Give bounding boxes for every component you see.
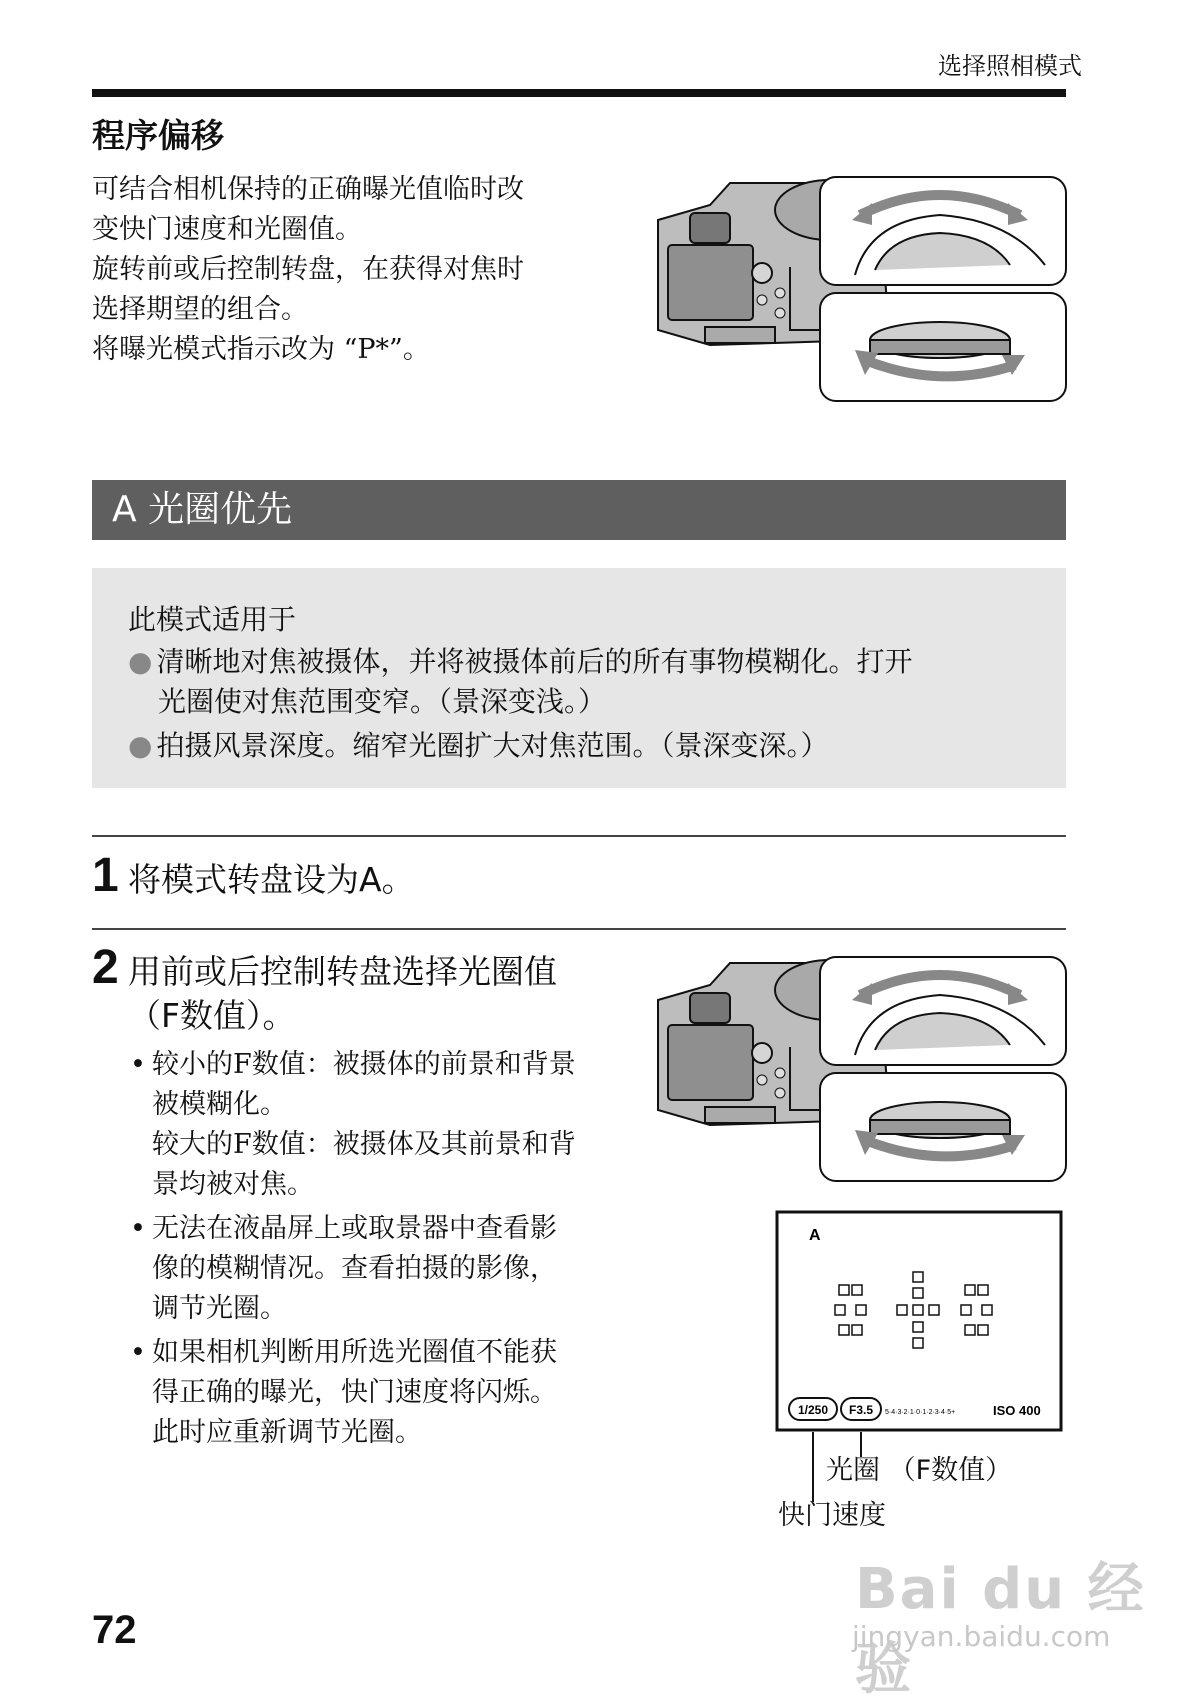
- bullet-dot: •: [130, 1213, 146, 1244]
- divider: [92, 928, 1066, 930]
- step-text-line: （F数值）。: [128, 996, 296, 1035]
- program-shift-line: 可结合相机保持的正确曝光值临时改: [92, 174, 524, 205]
- aperture-label: 光圈 （F数值）: [826, 1455, 1013, 1486]
- rear-dial-callout: [820, 1073, 1066, 1181]
- suitable-item-line: 清晰地对焦被摄体，并将被摄体前后的所有事物模糊化。打开: [156, 645, 913, 678]
- bullet-line: 像的模糊情况。查看拍摄的影像，: [152, 1253, 557, 1284]
- section-banner: A 光圈优先: [92, 480, 1066, 540]
- camera-dial-illustration-1: [650, 175, 1070, 405]
- bullet-dot: •: [130, 1049, 146, 1080]
- step-number: 1: [92, 849, 119, 902]
- suitable-item-line: 光圈使对焦范围变窄。（景深变浅。）: [158, 685, 607, 718]
- suitable-item: [128, 642, 1048, 722]
- camera-dial-illustration-2: [650, 955, 1070, 1185]
- rear-dial-callout: [820, 293, 1066, 401]
- bullet-icon: ●: [128, 729, 153, 762]
- page-number: 72: [92, 1608, 137, 1652]
- shutter-speed-label: 快门速度: [778, 1500, 886, 1531]
- watermark-url: jingyan.baidu.com: [852, 1620, 1111, 1653]
- bullet-item: [130, 1209, 640, 1329]
- front-dial-callout: [820, 177, 1066, 285]
- suitable-for-title: 此模式适用于: [128, 603, 297, 636]
- bullet-line: 调节光圈。: [152, 1293, 287, 1324]
- bullet-line: 景均被对焦。: [152, 1169, 314, 1200]
- lcd-display-diagram: [775, 1210, 1065, 1440]
- front-dial-callout: [820, 957, 1066, 1065]
- iso-value: ISO 400: [993, 1403, 1041, 1418]
- divider: [92, 835, 1066, 837]
- bullet-item: [130, 1333, 640, 1453]
- program-shift-heading: 程序偏移: [92, 116, 224, 155]
- bullet-line: 得正确的曝光，快门速度将闪烁。: [152, 1377, 557, 1408]
- step2-bullets: [130, 1045, 640, 1453]
- step-number: 2: [92, 941, 119, 994]
- suitable-item: [128, 726, 1048, 766]
- bullet-line: 被模糊化。: [152, 1089, 287, 1120]
- bullet-line: 无法在液晶屏上或取景器中查看影: [152, 1213, 557, 1244]
- step-text: 将模式转盘设为A。: [128, 860, 415, 899]
- aperture-value: F3.5: [848, 1403, 874, 1417]
- watermark-logo: Bai du 经验: [855, 1557, 1146, 1702]
- bullet-line: 如果相机判断用所选光圈值不能获: [152, 1337, 557, 1368]
- bullet-line: 较小的F数值：被摄体的前景和背景: [152, 1049, 576, 1080]
- program-shift-line: 选择期望的组合。: [92, 294, 308, 325]
- bullet-item: [130, 1045, 640, 1205]
- shutter-leader-line: [812, 1432, 814, 1502]
- bullet-line: 此时应重新调节光圈。: [152, 1417, 422, 1448]
- exposure-scale: 5·4·3·2·1·0·1·2·3·4·5+: [885, 1409, 956, 1416]
- step-text-line: 用前或后控制转盘选择光圈值: [128, 952, 557, 991]
- shutter-speed-value: 1/250: [797, 1403, 829, 1417]
- bullet-icon: ●: [128, 645, 153, 678]
- bullet-dot: •: [130, 1337, 146, 1368]
- step-text: [128, 950, 557, 1038]
- bullet-line: 较大的F数值：被摄体及其前景和背: [152, 1129, 576, 1160]
- program-shift-text: [92, 170, 622, 370]
- lcd-mode: A: [809, 1227, 821, 1244]
- program-shift-line: 将曝光模式指示改为 “P*”。: [92, 334, 430, 365]
- program-shift-line: 变快门速度和光圈值。: [92, 214, 362, 245]
- program-shift-line: 旋转前或后控制转盘，在获得对焦时: [92, 254, 524, 285]
- header-rule: [92, 89, 1066, 97]
- suitable-item-line: 拍摄风景深度。缩窄光圈扩大对焦范围。（景深变深。）: [156, 729, 829, 762]
- header-section-title: 选择照相模式: [938, 52, 1082, 80]
